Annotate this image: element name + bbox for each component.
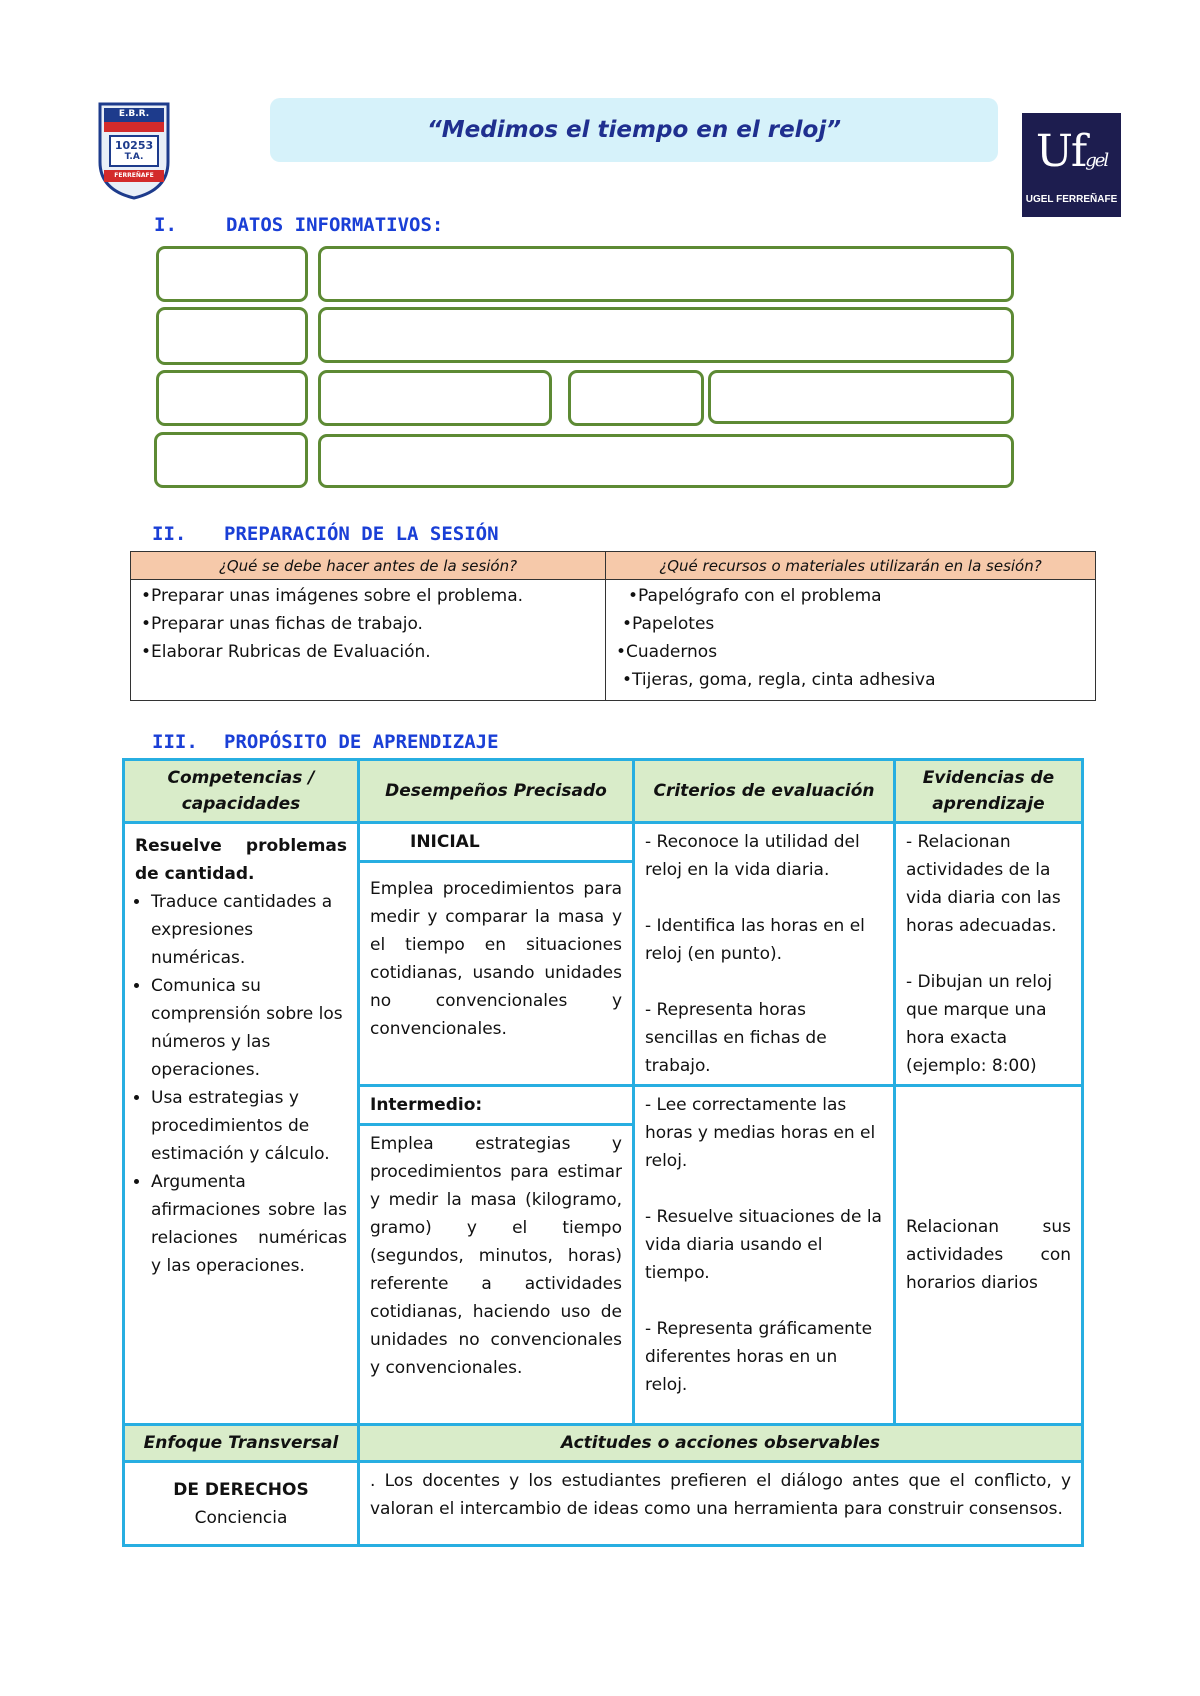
resource-item: •Papelógrafo con el problema: [628, 586, 882, 606]
crest-number: 10253: [114, 139, 154, 152]
resource-item: •Tijeras, goma, regla, cinta adhesiva: [622, 670, 936, 690]
evidencia-item: - Relacionan actividades de la vida diaria con las horas adecuadas.: [906, 832, 1061, 936]
info-value-box-3b[interactable]: [568, 370, 704, 426]
criterio-item: - Resuelve situaciones de la vida diaria usando el tiempo.: [645, 1207, 882, 1283]
enfoque-value: Conciencia: [194, 1507, 288, 1528]
capacidad-item: • Argumenta afirmaciones sobre las relaciones numéricas y las operaciones.: [151, 1168, 347, 1280]
section-2-heading: [152, 523, 499, 545]
section-3-heading: [152, 731, 499, 753]
criterio-item: - Representa horas sencillas en fichas de trabajo.: [645, 1000, 827, 1076]
header-desempenos: Desempeños Precisado: [359, 760, 634, 823]
section-1-number: I.: [154, 214, 177, 236]
prep-item: •Preparar unas fichas de trabajo.: [141, 614, 423, 634]
school-crest-logo: [96, 100, 172, 200]
crest-bottom-text: FERREÑAFE: [114, 172, 154, 179]
ugel-letters: Ufgel: [1035, 126, 1108, 177]
header-evidencias: Evidencias de aprendizaje: [895, 760, 1083, 823]
section-3-title: PROPÓSITO DE APRENDIZAJE: [224, 731, 499, 753]
info-label-box-1[interactable]: [156, 246, 308, 302]
prep-col2-cell: [606, 580, 1096, 701]
competencia-title: Resuelve problemas de cantidad.: [135, 836, 347, 884]
desempeno-intermedio: Emplea estrategias y procedimientos para estimar y medir la masa (kilogramo, gramo) y el tiempo (segundos, minutos, horas) referente a actividades cotidianas, haciendo uso de unidades no convencionales y convencionales.: [359, 1125, 634, 1425]
evidencias-intermedio: Relacionan sus actividades con horarios diarios: [895, 1086, 1083, 1425]
prep-item: •Elaborar Rubricas de Evaluación.: [141, 642, 431, 662]
resource-item: •Cuadernos: [616, 642, 718, 662]
info-value-box-3a[interactable]: [318, 370, 552, 426]
info-value-box-2[interactable]: [318, 307, 1014, 363]
evidencias-inicial-cell: [895, 823, 1083, 1086]
enfoque-cell: [124, 1462, 359, 1546]
section-2-title: PREPARACIÓN DE LA SESIÓN: [224, 523, 499, 545]
info-label-box-2[interactable]: [156, 307, 308, 365]
criterio-item: - Representa gráficamente diferentes horas en un reloj.: [645, 1319, 873, 1395]
criterios-inicial-cell: [634, 823, 895, 1086]
info-value-box-3c[interactable]: [708, 370, 1014, 424]
section-2-number: II.: [152, 523, 187, 545]
evidencia-item: - Dibujan un reloj que marque una hora exacta (ejemplo: 8:00): [906, 972, 1053, 1076]
header-enfoque: Enfoque Transversal: [124, 1425, 359, 1462]
info-label-box-4[interactable]: [154, 432, 308, 488]
competencias-cell: [124, 823, 359, 1425]
criterio-item: - Reconoce la utilidad del reloj en la vida diaria.: [645, 832, 860, 880]
capacidad-item: • Comunica su comprensión sobre los números y las operaciones.: [151, 972, 347, 1084]
criterio-item: - Lee correctamente las horas y medias horas en el reloj.: [645, 1095, 876, 1171]
level-inicial: INICIAL: [359, 823, 634, 862]
header-criterios: Criterios de evaluación: [634, 760, 895, 823]
info-value-box-1[interactable]: [318, 246, 1014, 302]
header-competencias: Competencias / capacidades: [124, 760, 359, 823]
prep-item: •Preparar unas imágenes sobre el problema.: [141, 586, 524, 606]
prep-col2-header: ¿Qué recursos o materiales utilizarán en la sesión?: [606, 552, 1096, 580]
criterio-item: - Identifica las horas en el reloj (en punto).: [645, 916, 865, 964]
resource-item: •Papelotes: [622, 614, 715, 634]
page-title: “Medimos el tiempo en el reloj”: [426, 117, 842, 143]
title-banner: [270, 98, 998, 162]
capacidad-item: • Usa estrategias y procedimientos de estimación y cálculo.: [151, 1084, 347, 1168]
info-value-box-4[interactable]: [318, 434, 1014, 488]
purpose-table: [122, 758, 1084, 1547]
info-label-box-3[interactable]: [156, 370, 308, 426]
ugel-logo: [1022, 113, 1121, 217]
prep-col1-header: ¿Qué se debe hacer antes de la sesión?: [131, 552, 606, 580]
section-3-number: III.: [152, 731, 198, 753]
criterios-intermedio-cell: [634, 1086, 895, 1425]
section-1-title: DATOS INFORMATIVOS:: [226, 214, 444, 236]
section-1-heading: [154, 214, 443, 236]
crest-top-text: E.B.R.: [118, 109, 150, 119]
crest-sub: T.A.: [124, 152, 144, 162]
desempeno-inicial: Emplea procedimientos para medir y comparar la masa y el tiempo en situaciones cotidianas, usando unidades no convencionales y convencionales.: [359, 862, 634, 1086]
ugel-caption: UGEL FERREÑAFE: [1025, 194, 1118, 205]
level-intermedio: Intermedio:: [359, 1086, 634, 1125]
prep-col1-cell: [131, 580, 606, 701]
enfoque-name: DE DERECHOS: [173, 1479, 309, 1500]
actitudes-text: . Los docentes y los estudiantes prefieren el diálogo antes que el conflicto, y valoran el intercambio de ideas como una herramienta para construir consensos.: [359, 1462, 1083, 1546]
preparation-table: [130, 551, 1096, 701]
capacidad-item: • Traduce cantidades a expresiones numéricas.: [151, 888, 347, 972]
header-actitudes: Actitudes o acciones observables: [359, 1425, 1083, 1462]
